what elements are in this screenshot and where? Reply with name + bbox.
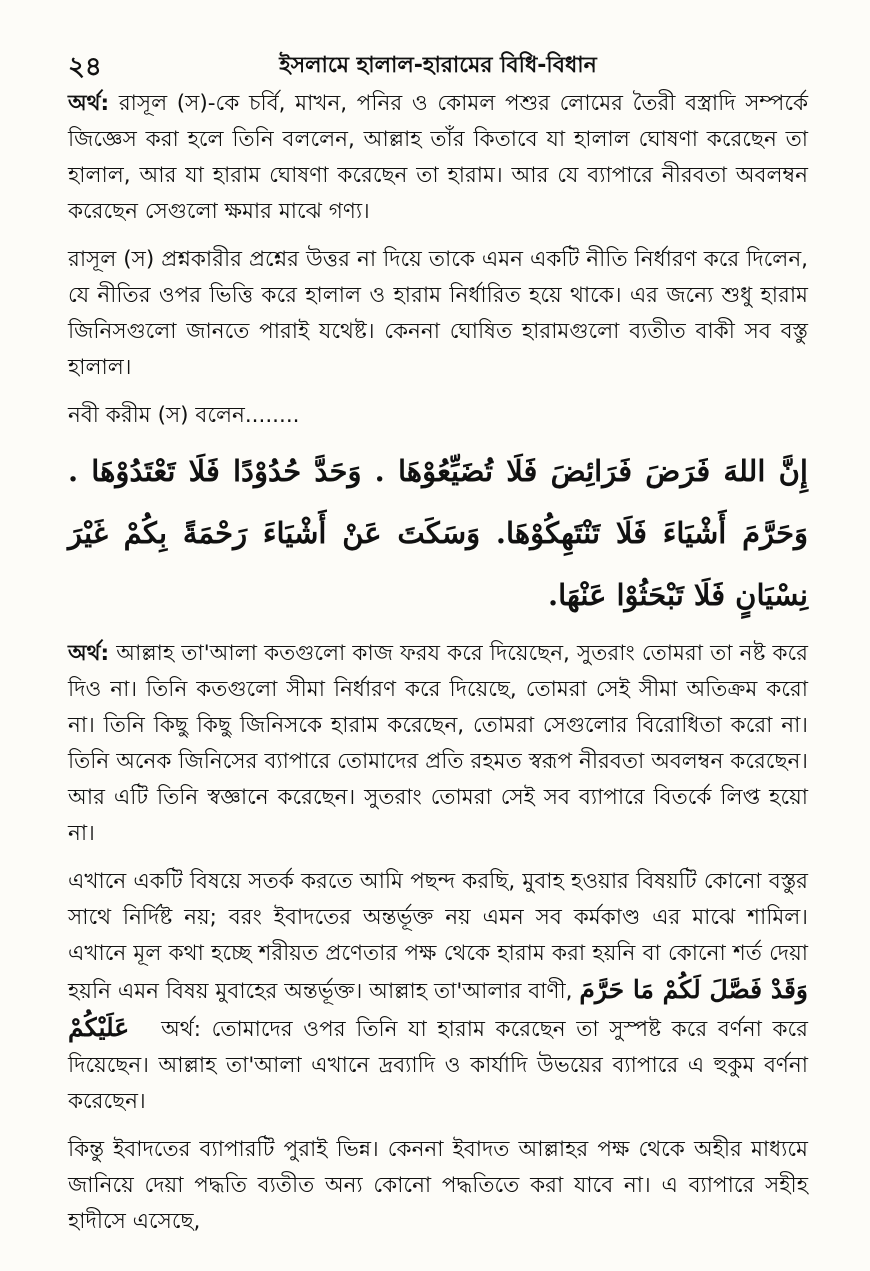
- paragraph-meaning-2: [68, 636, 808, 852]
- page-header: [68, 40, 808, 86]
- paragraph-mubah: [68, 864, 808, 1120]
- paragraph-text: এখানে একটি বিষয়ে সতর্ক করতে আমি পছন্দ করছি, মুবাহ হওয়ার বিষয়টি কোনো বস্তুর সাথে নির্দিষ্ট নয়; বরং ইবাদতের অন্তর্ভূক্ত নয় এমন সব কর্মকাণ্ড এর মাঝে শামিল। এখানে মূল কথা হচ্ছে শরীয়ত প্রণেতার পক্ষ থেকে হারাম করা হয়নি বা কোনো শর্ত দেয়া হয়নি এমন বিষয় মুবাহের অন্তর্ভূক্ত। আল্লাহ তা'আলার বাণী,: [68, 869, 808, 1004]
- paragraph-ibadah: কিন্তু ইবাদতের ব্যাপারটি পুরাই ভিন্ন। কেননা ইবাদত আল্লাহর পক্ষ থেকে অহীর মাধ্যমে জানিয়ে দেয়া পদ্ধতি ব্যতীত অন্য কোনো পদ্ধতিতে করা যাবে না। এ ব্যাপারে সহীহ হাদীসে এসেছে,: [68, 1137, 808, 1234]
- running-title: ইসলামে হালাল-হারামের বিধি-বিধান: [279, 53, 597, 78]
- arabic-hadith: إِنَّ اللهَ فَرَضَ فَرَائِضَ فَلَا تُضَيِّعُوْهَا . وَحَدَّ حُدُوْدًا فَلَا تَعْتَدُوْهَا . وَحَرَّمَ أَشْيَاءَ فَلَا تَنْتَهِكُوْهَا. وَسَكَتَ عَنْ أَشْيَاءَ رَحْمَةً بِكُمْ غَيْرَ نِسْيَانٍ فَلَا تَبْحَثُوْا عَنْهَا.: [68, 454, 808, 612]
- page-number: ২৪: [68, 52, 102, 82]
- hadith-intro: নবী করীম (স) বলেন........: [68, 403, 300, 428]
- paragraph-text: রাসূল (স)-কে চর্বি, মাখন, পনির ও কোমল পশুর লোমের তৈরী বস্ত্রাদি সম্পর্কে জিজ্ঞেস করা হলে তিনি বললেন, আল্লাহ তাঁর কিতাবে যা হালাল ঘোষণা করেছেন তা হালাল, আর যা হারাম ঘোষণা করেছেন তা হারাম। আর যে ব্যাপারে নীরবতা অবলম্বন করেছেন সেগুলো ক্ষমার মাঝে গণ্য।: [68, 91, 808, 224]
- meaning-label: অর্থ:: [68, 91, 110, 116]
- paragraph-text: আল্লাহ তা'আলা কতগুলো কাজ ফরয করে দিয়েছেন, সুতরাং তোমরা তা নষ্ট করে দিও না। তিনি কতগুলো সীমা নির্ধারণ করে দিয়েছে, তোমরা সেই সীমা অতিক্রম করো না। তিনি কিছু কিছু জিনিসকে হারাম করেছেন, তোমরা সেগুলোর বিরোধিতা করো না। তিনি অনেক জিনিসের ব্যাপারে তোমাদের প্রতি রহমত স্বরূপ নীরবতা অবলম্বন করেছেন। আর এটি তিনি স্বজ্ঞানে করেছেন। সুতরাং তোমরা সেই সব ব্যাপারে বিতর্কে লিপ্ত হয়ো না।: [68, 641, 808, 846]
- arabic-verse-inline: وَقَدْ فَصَّلَ لَكُمْ مَا حَرَّمَ عَلَيْكُمْ: [68, 975, 808, 1042]
- paragraph-text: তোমাদের ওপর তিনি যা হারাম করেছেন তা সুস্পষ্ট করে বর্ণনা করে দিয়েছেন। আল্লাহ তা'আলা এখানে দ্রব্যাদি ও কার্যাদি উভয়ের ব্যাপারে এ হুকুম বর্ণনা করেছেন।: [68, 1017, 808, 1114]
- meaning-label: অর্থ:: [161, 1017, 201, 1042]
- paragraph-meaning-1: [68, 86, 808, 230]
- meaning-label: অর্থ:: [68, 641, 110, 666]
- paragraph-principle: রাসূল (স) প্রশ্নকারীর প্রশ্নের উত্তর না দিয়ে তাকে এমন একটি নীতি নির্ধারণ করে দিলেন, যে নীতির ওপর ভিত্তি করে হালাল ও হারাম নির্ধারিত হয়ে থাকে। এর জন্যে শুধু হারাম জিনিসগুলো জানতে পারাই যথেষ্ট। কেননা ঘোষিত হারামগুলো ব্যতীত বাকী সব বস্তু হালাল।: [68, 247, 808, 380]
